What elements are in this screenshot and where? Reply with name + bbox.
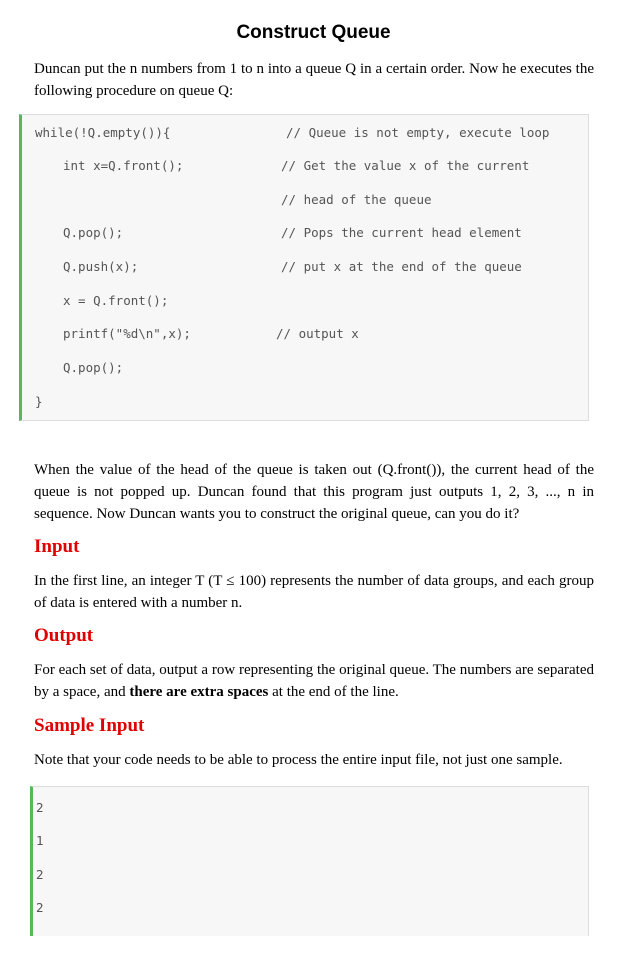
sample-line: 2 (36, 900, 44, 915)
input-paragraph: In the first line, an integer T (T ≤ 100) represents the number of data groups, and each group of data is entered with a number n. (34, 573, 594, 611)
code-comment: // Pops the current head element (281, 225, 522, 240)
code-comment: // head of the queue (281, 192, 432, 207)
output-heading: Output (34, 625, 94, 646)
description-paragraph: When the value of the head of the queue is taken out (Q.front()), the current head of the queue is not popped up. Duncan found that this program just outputs 1, 2, 3, ..., n in sequence. Now Duncan wants you to construct the original queue, can you do it? (34, 462, 594, 522)
output-text: For each set of data, output a row representing the original queue. The numbers are separated by a space, and (34, 662, 594, 700)
intro-paragraph: Duncan put the n numbers from 1 to n into a queue Q in a certain order. Now he executes the following procedure on queue Q: (34, 61, 594, 99)
code-block (19, 114, 589, 421)
code-line: Q.pop(); (63, 225, 124, 240)
code-comment: // put x at the end of the queue (281, 259, 522, 274)
input-heading: Input (34, 536, 80, 557)
sample-line: 2 (36, 800, 44, 815)
sample-input-block (30, 786, 589, 936)
code-line: x = Q.front(); (63, 293, 169, 308)
code-comment: // Get the value x of the current (281, 158, 530, 173)
code-comment: // output x (276, 326, 359, 341)
code-line: int x=Q.front(); (63, 158, 184, 173)
sample-line: 2 (36, 867, 44, 882)
sample-input-note: Note that your code needs to be able to process the entire input file, not just one sample. (34, 752, 563, 768)
code-line: printf("%d\n",x); (63, 326, 191, 341)
code-line: Q.pop(); (63, 360, 124, 375)
code-line: } (35, 394, 43, 409)
output-paragraph (34, 659, 594, 703)
code-line: while(!Q.empty()){ (35, 125, 171, 140)
sample-input-heading: Sample Input (34, 715, 145, 736)
page-title: Construct Queue (236, 22, 391, 43)
code-line: Q.push(x); (63, 259, 139, 274)
code-comment: // Queue is not empty, execute loop (286, 125, 550, 140)
output-bold-text: there are extra spaces (129, 684, 269, 700)
output-text-end: at the end of the line. (268, 684, 399, 700)
sample-line: 1 (36, 833, 44, 848)
